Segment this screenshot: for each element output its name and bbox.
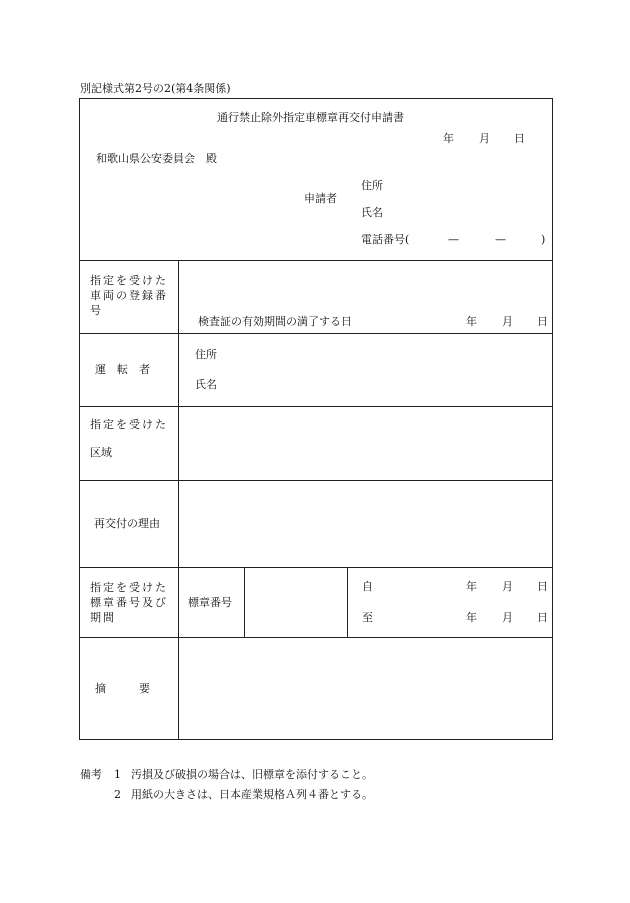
row-divider [79, 406, 553, 407]
badge-from-month: 月 [502, 580, 513, 593]
note-2-text: 用紙の大きさは、日本産業規格Ａ列４番とする。 [131, 788, 373, 801]
badge-to-day: 日 [537, 611, 548, 624]
badge-to-label: 至 [362, 611, 373, 624]
applicant-name-label: 氏名 [361, 206, 383, 219]
applicant-phone-label: 電話番号( [361, 233, 410, 246]
note-1-number: 1 [114, 768, 121, 781]
addressee: 和歌山県公安委員会 殿 [96, 152, 217, 165]
form-reference: 別記様式第2号の2(第4条関係) [80, 82, 231, 95]
row-divider [79, 333, 553, 334]
row-divider [79, 480, 553, 481]
badge-number-divider [244, 567, 245, 637]
badge-label: 指定を受けた 標章番号及び 期間 [90, 581, 168, 624]
note-1-text: 汚損及び破損の場合は、旧標章を添付すること。 [131, 768, 373, 781]
applicant-label: 申請者 [304, 192, 337, 205]
inspection-day: 日 [537, 315, 548, 328]
badge-to-month: 月 [502, 611, 513, 624]
note-2-number: 2 [114, 788, 121, 801]
applicant-phone-close: ) [541, 233, 546, 246]
header-date-day: 日 [514, 132, 525, 145]
label-column-divider [178, 260, 179, 740]
header-date-month: 月 [479, 132, 490, 145]
badge-to-year: 年 [466, 611, 477, 624]
applicant-address-label: 住所 [361, 179, 383, 192]
row-divider [79, 260, 553, 261]
area-label-line-1: 指定を受けた [90, 418, 168, 431]
badge-from-day: 日 [537, 580, 548, 593]
inspection-expiry-label: 検査証の有効期間の満了する日 [198, 315, 352, 328]
notes-heading: 備考 [80, 768, 102, 781]
header-date-year: 年 [443, 132, 454, 145]
badge-period-divider [347, 567, 348, 637]
badge-number-label: 標章番号 [188, 596, 232, 609]
remarks-label: 摘 要 [95, 682, 150, 695]
area-label-line-2: 区域 [90, 446, 112, 459]
inspection-year: 年 [466, 315, 477, 328]
inspection-month: 月 [502, 315, 513, 328]
applicant-phone-dash-2: — [495, 233, 506, 246]
badge-from-year: 年 [466, 580, 477, 593]
vehicle-label: 指定を受けた 車両の登録番 号 [90, 274, 168, 317]
driver-label: 運 転 者 [95, 363, 150, 376]
applicant-phone-dash-1: — [448, 233, 459, 246]
driver-name-label: 氏名 [195, 378, 217, 391]
reason-label: 再交付の理由 [94, 517, 160, 530]
form-title: 通行禁止除外指定車標章再交付申請書 [217, 111, 404, 124]
row-divider [79, 567, 553, 568]
row-divider [79, 637, 553, 638]
badge-from-label: 自 [362, 580, 373, 593]
driver-address-label: 住所 [195, 348, 217, 361]
